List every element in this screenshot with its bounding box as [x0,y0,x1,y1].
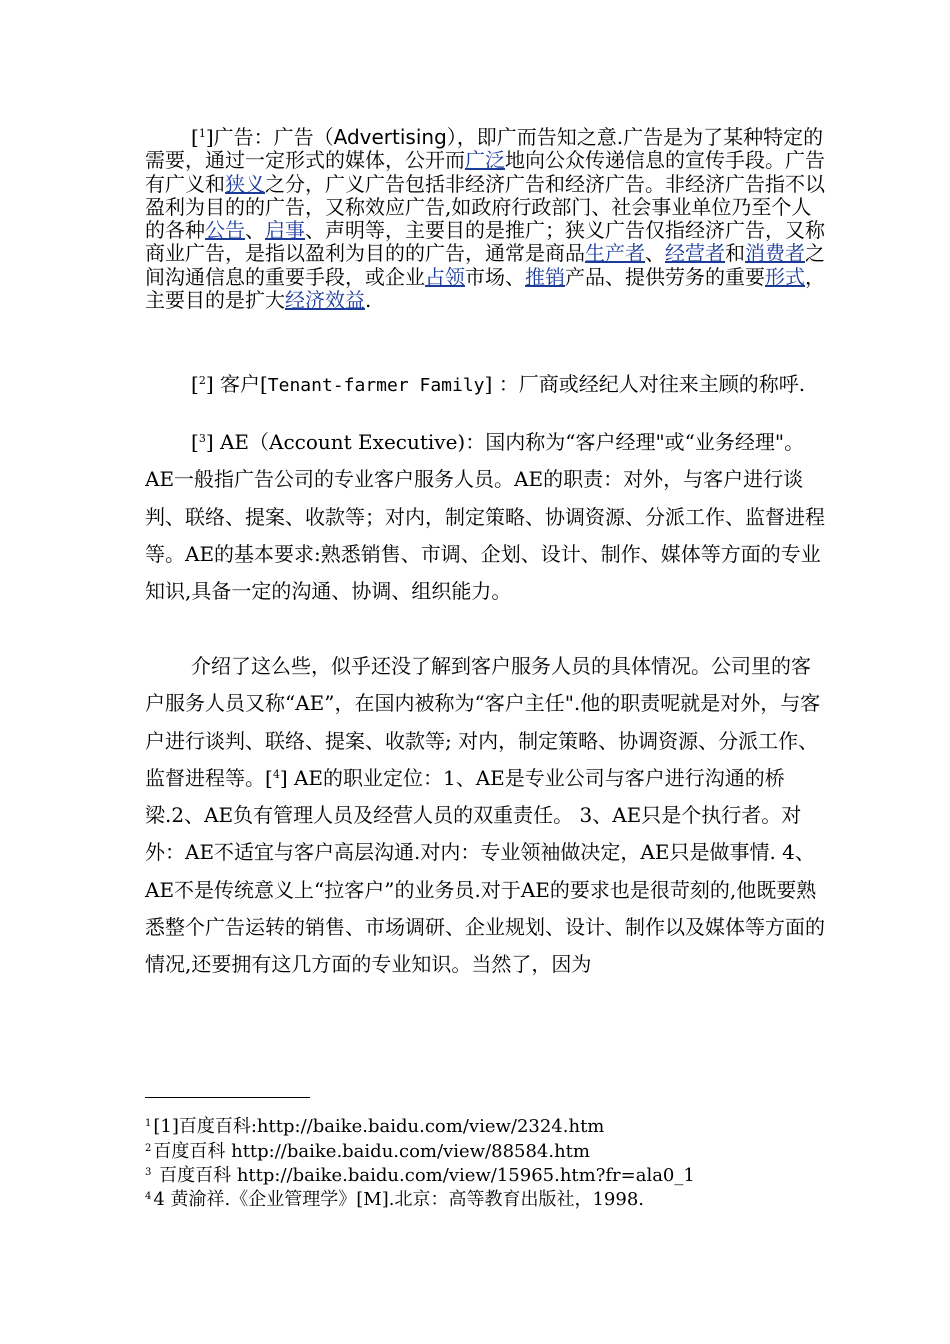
footnote-1: $^1$ [1]百度百科:http://baike.baidu.com/view/2324.htm [145,1116,605,1137]
link-jingyingzhe[interactable]: 经营者 [665,241,725,266]
footnote-ref-2: 2 [198,374,206,387]
footnote-paragraph-2: [$^2$] 客户[Tenant-farmer Family] ：厂商或经纪人对往来主顾的称呼. [191,372,806,396]
footnote-separator [145,1097,310,1098]
link-guangfan[interactable]: 广泛 [465,148,505,173]
link-gonggao[interactable]: 公告 [205,218,245,243]
link-shengchanzhe[interactable]: 生产者 [585,241,645,266]
footnote-paragraph-1: [$^1$]广告：广告（Advertising），即广而告知之意.广告是为了某种特定的需要，通过一定形式的媒体，公开而广泛地向公众传递信息的宣传手段。广告有广义和狭义之分，广义广告包括非经济广告和经济广告。非经济广告指不以盈利为目的的广告，又称效应广告,如政府行政部门、社会事业单位乃至个人的各种公告、启事、声明等，主要目的是推广；狭义广告仅指经济广告，又称商业广告，是指以盈利为目的的广告，通常是商品生产者、经营者和消费者之间沟通信息的重要手段，或企业占领市场、推销产品、提供劳务的重要形式，主要目的是扩大经济效益. [145,125,825,313]
link-xiaofeizhe[interactable]: 消费者 [745,241,805,266]
footnote-3: $^3$ 百度百科 http://baike.baidu.com/view/15965.htm?fr=ala0_1 [145,1165,695,1186]
footnote-ref-1: 1 [198,127,206,140]
link-xingshi[interactable]: 形式 [765,264,805,289]
footnote-ref-3: 3 [198,432,206,445]
link-jingjixiaoyi[interactable]: 经济效益 [285,288,365,313]
link-tuixiao[interactable]: 推销 [525,264,565,289]
link-qishi[interactable]: 启事 [265,218,305,243]
body-paragraph: 介绍了这么些，似乎还没了解到客户服务人员的具体情况。公司里的客户服务人员又称“AE”，在国内被称为“客户主任".他的职责呢就是对外，与客户进行谈判、联络、提案、收款等; 对内，制定策略、协调资源、分派工作、监督进程等。[$^4$] AE的职业定位：1、AE是专业公司与客户进行沟通的桥梁.2、AE负有管理人员及经营人员的双重责任。 3、AE只是个执行者。对外：AE不适宜与客户高层沟通.对内：专业领袖做决定，AE只是做事情. 4、AE不是传统意义上“拉客户”的业务员.对于AE的要求也是很苛刻的,他既要熟悉整个广告运转的销售、市场调研、企业规划、设计、制作以及媒体等方面的情况,还要拥有这几方面的专业知识。当然了，因为 [145,654,825,977]
footnote-4: $^4$ 4 黄渝祥.《企业管理学》[M].北京：高等教育出版社，1998. [145,1189,644,1210]
footnote-ref-4: 4 [272,767,280,781]
footnote-2: $^2$ 百度百科 http://baike.baidu.com/view/88584.htm [145,1141,590,1162]
link-xiayi[interactable]: 狭义 [225,171,265,196]
link-zhanling[interactable]: 占领 [425,264,465,289]
footnote-paragraph-3: [$^3$] AE（Account Executive)：国内称为“客户经理"或“业务经理"。AE一般指广告公司的专业客户服务人员。AE的职责：对外，与客户进行谈判、联络、提案、收款等；对内，制定策略、协调资源、分派工作、监督进程等。AE的基本要求:熟悉销售、市调、企划、设计、制作、媒体等方面的专业知识,具备一定的沟通、协调、组织能力。 [145,430,825,604]
